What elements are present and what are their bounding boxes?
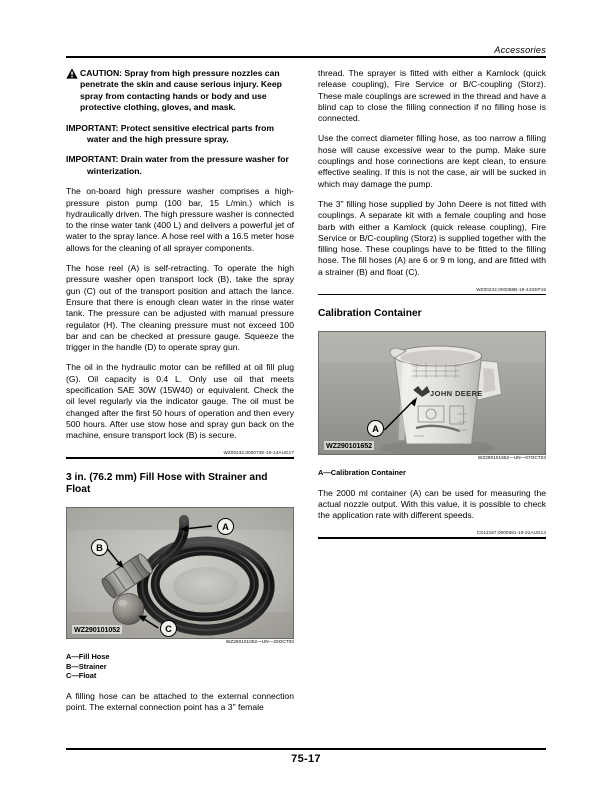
- paragraph-hose-reel-operation: The hose reel (A) is self-retracting. To operate the high pressure washer open transport lock (B), take the spray gun (C) out of the transport position and attach the lance. Ensure that there is enough clean water in the rinse water tank. The pressure can be adjusted with manual pressure regulator (H). The cleaning pressure must not exceed 100 bar and can be checked at pressure gauge. Squeeze the trigger in the handle (D) to operate spray gun.: [66, 263, 294, 353]
- legend-item-c: C—Float: [66, 671, 97, 681]
- legend-item-a: A—Fill Hose: [66, 651, 110, 661]
- figure-credit-row-left: [66, 639, 294, 648]
- right-column: [318, 68, 546, 552]
- important-notice-1: IMPORTANT: Protect sensitive electrical parts from water and the high pressure spray.: [66, 122, 275, 145]
- svg-text:JOHN DEERE: JOHN DEERE: [430, 388, 483, 398]
- photo-watermark-left: WZ290101052: [74, 624, 121, 634]
- figure-calibration-container: [318, 331, 546, 464]
- callout-c-float: C: [160, 620, 177, 637]
- photo-calibration-container: [318, 331, 546, 455]
- paragraph-hydraulic-oil: The oil in the hydraulic motor can be refilled at oil fill plug (G). Oil capacity is 0.4 L. Only use oil that meets specification SAE 30W (15W40) or equivalent. Check the oil level regularly via the indicator gauge. The oil must be changed after the first 50 hours of operation and then every 500 hours. After use stow hose and spray gun back on the machine, ensure transport lock (B) is secure.: [66, 362, 294, 441]
- section-divider-left-1: [66, 457, 294, 458]
- callout-b-strainer: B: [91, 539, 108, 556]
- warning-triangle-icon: [66, 68, 78, 79]
- figure-legend-left: [66, 652, 294, 681]
- paragraph-hose-diameter: Use the correct diameter filling hose, as too narrow a filling hose will cause excessive wear to the pump. Make sure couplings and hose connections are kept clean, to ensure effective sealing. If this is not the case, air will be sucked in which may damage the pump.: [318, 133, 546, 189]
- caution-notice: [66, 68, 294, 114]
- legend-item-a-calibration: A—Calibration Container: [318, 467, 406, 477]
- fill-hose-illustration: [67, 508, 293, 639]
- paragraph-washer-overview: The on-board high pressure washer comprises a high-pressure piston pump (100 bar, 15 L/min.) which is hydraulically driven. The high pressure washer is connected to the rinse water tank (400 L) and delivers a powerful jet of water to the spray lance. A hose reel with a 16.5 meter hose allows for the cleaning of all sprayer components.: [66, 186, 294, 253]
- left-column: [66, 68, 294, 722]
- page-number: 75-17: [291, 753, 321, 765]
- callout-a-fill-hose: A: [217, 518, 234, 535]
- figure-credit-left: WZ290101052—UN—20OCT00: [225, 638, 294, 644]
- section-divider-right-2: [318, 537, 546, 538]
- header-divider: [66, 56, 546, 58]
- reference-code-left-1: WZ00232,000073E-19-14AUG17: [223, 450, 294, 456]
- section-heading-calibration-container: Calibration Container: [318, 308, 422, 320]
- reference-code-right-1: WZ00232,000088B-19-24SEP19: [476, 286, 546, 293]
- figure-legend-right: [318, 468, 546, 478]
- callout-a-calibration-container: A: [367, 420, 384, 437]
- paragraph-john-deere-hose-kit: The 3" filling hose supplied by John Deere is not fitted with couplings. A separate kit with a female coupling and hose barb with either a Kamlock (quick release coupling), Fire Service or B/C-coupling (Storz) is supplied together with the filling hose. These couplings have to be fitted to the filling hose. The fill hoses (A) are 6 or 9 m long, and are fitted with a strainer (B) and float (C).: [318, 198, 546, 277]
- header-title: Accessories: [494, 45, 546, 55]
- figure-fill-hose: [66, 507, 294, 648]
- paragraph-container-usage: The 2000 ml container (A) can be used for measuring the actual nozzle output. With this value, it is possible to check the application rate with different speeds.: [318, 487, 546, 521]
- calibration-jug-illustration: [319, 332, 545, 455]
- section-divider-right-1: [318, 294, 546, 295]
- footer-divider: [66, 748, 546, 750]
- figure-credit-row-right: [318, 455, 546, 464]
- reference-code-right-2: CS12167,0000681-19-21AUG14: [476, 530, 546, 536]
- legend-item-b: B—Strainer: [66, 661, 107, 671]
- photo-watermark-right: WZ290101652: [326, 440, 373, 450]
- paragraph-filling-hose-connection: A filling hose can be attached to the external connection point. The external connection point has a 3" female: [66, 690, 294, 713]
- caution-text: CAUTION: Spray from high pressure nozzles can penetrate the skin and cause serious injury. Keep spray from contacting hands or body and use protective clothing, gloves, and mask.: [80, 68, 282, 113]
- figure-credit-right: WZ290101652—UN—07OCT03: [477, 454, 546, 460]
- photo-fill-hose-strainer-float: [66, 507, 294, 639]
- section-heading-fill-hose: 3 in. (76.2 mm) Fill Hose with Strainer and Float: [66, 471, 268, 496]
- important-notice-2: IMPORTANT: Drain water from the pressure washer for winterization.: [66, 154, 289, 176]
- paragraph-coupling-thread: thread. The sprayer is fitted with either a Kamlock (quick release coupling), Fire Service or B/C-coupling (Storz). These male couplings are screwed in the thread and have a blind cap to close the filling connection if no filling hose is connected.: [318, 68, 546, 124]
